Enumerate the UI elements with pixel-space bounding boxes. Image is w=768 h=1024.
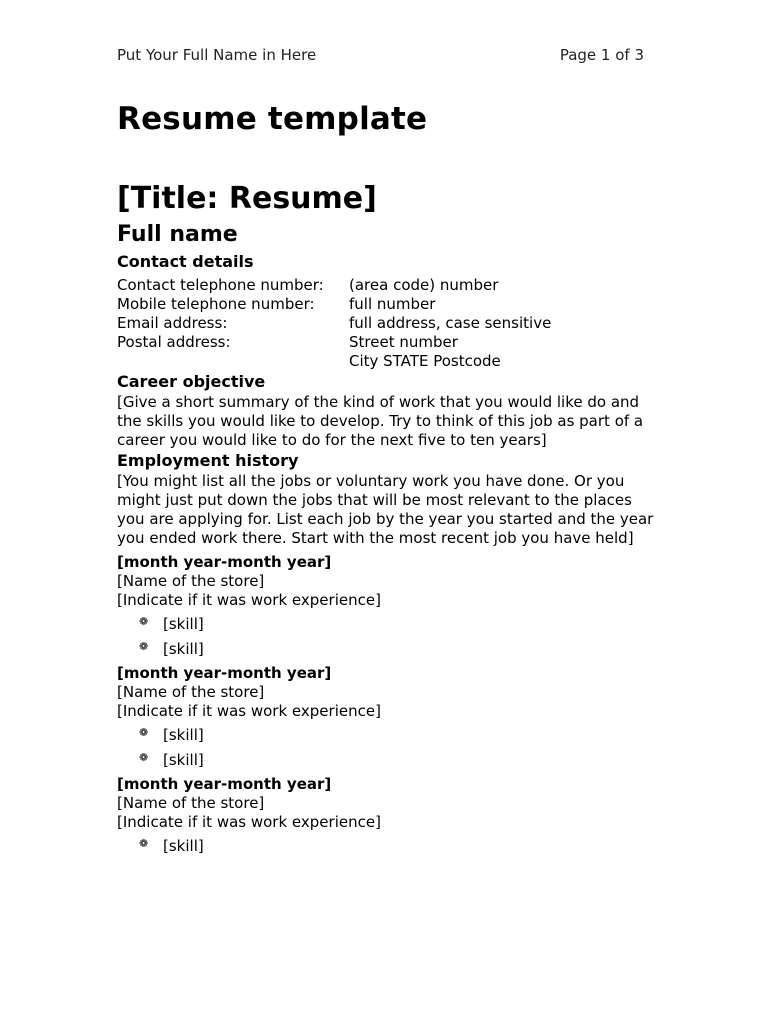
contact-label: Email address: <box>117 314 228 332</box>
contact-label: Postal address: <box>117 333 231 351</box>
job-store: [Name of the store] <box>117 683 265 701</box>
document-title: Resume template <box>117 101 428 137</box>
contact-value: full number <box>349 295 436 313</box>
contact-row <box>117 314 551 333</box>
job-dates: [month year-month year] <box>117 775 332 793</box>
career-objective-text: [Give a short summary of the kind of work that you would like do and the skills you would like to develop. Try to think of this job as part of a career you would like to do for the next five to ten years] <box>117 393 644 449</box>
contact-value: Street number <box>349 333 458 351</box>
contact-value: full address, case sensitive <box>349 314 552 332</box>
flower-bullet-icon: ❁ <box>139 640 149 653</box>
job-note: [Indicate if it was work experience] <box>117 702 381 720</box>
job-note: [Indicate if it was work experience] <box>117 813 381 831</box>
job-entry <box>117 553 657 659</box>
job-entry <box>117 664 657 770</box>
skill-text: [skill] <box>163 640 204 658</box>
skill-item <box>117 837 657 856</box>
contact-label: Mobile telephone number: <box>117 295 315 313</box>
contact-value: City STATE Postcode <box>349 352 501 370</box>
skill-item <box>117 726 657 745</box>
job-note: [Indicate if it was work experience] <box>117 591 381 609</box>
contact-row <box>117 276 551 295</box>
header-name: Put Your Full Name in Here <box>117 46 317 64</box>
resume-title: [Title: Resume] <box>117 181 377 216</box>
contact-value: (area code) number <box>349 276 499 294</box>
contact-label <box>117 352 349 371</box>
full-name: Full name <box>117 222 238 247</box>
contact-label: Contact telephone number: <box>117 276 324 294</box>
job-dates: [month year-month year] <box>117 664 332 682</box>
contact-row <box>117 352 551 371</box>
job-entry <box>117 775 657 856</box>
contact-row <box>117 295 551 314</box>
skill-list <box>117 837 657 856</box>
skill-text: [skill] <box>163 726 204 744</box>
contact-details-table <box>117 276 551 371</box>
resume-content <box>117 97 657 862</box>
employment-history-text: [You might list all the jobs or voluntary work you have done. Or you might just put down the jobs that will be most relevant to the places you are applying for. List each job by the year you started and the year you ended work there. Start with the most recent job you have held] <box>117 472 654 547</box>
contact-details-heading: Contact details <box>117 252 254 271</box>
skill-item <box>117 640 657 659</box>
skill-list <box>117 615 657 659</box>
skill-text: [skill] <box>163 837 204 855</box>
flower-bullet-icon: ❁ <box>139 615 149 628</box>
contact-row <box>117 333 551 352</box>
job-dates: [month year-month year] <box>117 553 332 571</box>
skill-item <box>117 615 657 634</box>
skill-item <box>117 751 657 770</box>
page-number: Page 1 of 3 <box>559 46 644 64</box>
job-store: [Name of the store] <box>117 572 265 590</box>
job-store: [Name of the store] <box>117 794 265 812</box>
employment-history-heading: Employment history <box>117 451 299 470</box>
career-objective-heading: Career objective <box>117 372 266 391</box>
flower-bullet-icon: ❁ <box>139 751 149 764</box>
flower-bullet-icon: ❁ <box>139 837 149 850</box>
flower-bullet-icon: ❁ <box>139 726 149 739</box>
skill-list <box>117 726 657 770</box>
skill-text: [skill] <box>163 615 204 633</box>
skill-text: [skill] <box>163 751 204 769</box>
